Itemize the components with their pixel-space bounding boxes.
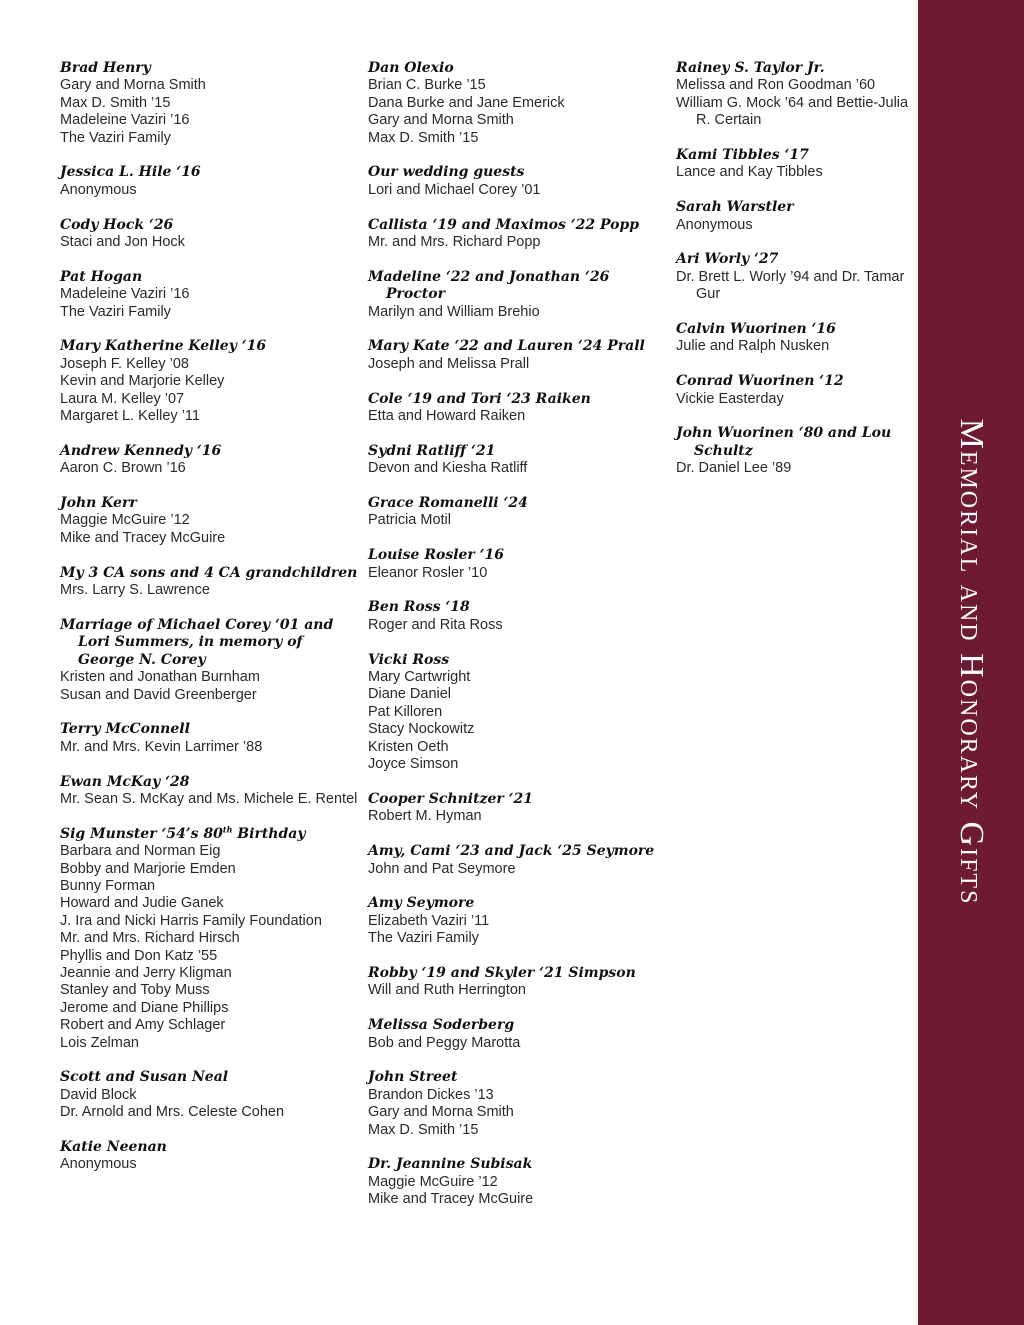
- gift-entry: [368, 965, 668, 1000]
- donor-name: Etta and Howard Raiken: [368, 408, 526, 425]
- title-sidebar: [918, 0, 1024, 1325]
- gift-entry: [676, 251, 916, 303]
- donor-name: Lance and Kay Tibbles: [676, 164, 823, 181]
- gift-entry: [368, 843, 668, 878]
- gift-entry: [368, 443, 668, 478]
- donor-name: Stanley and Toby Muss: [60, 982, 210, 999]
- donor-name: Susan and David Greenberger: [60, 686, 257, 703]
- donor-name: Joyce Simson: [368, 756, 459, 773]
- gift-entry: [368, 652, 668, 774]
- honoree-name: [676, 60, 916, 77]
- honoree-text: Callista ‘19 and Maximos ‘22 Popp: [368, 216, 640, 233]
- donor-name: Gary and Morna Smith: [368, 112, 514, 129]
- donor-name: Gary and Morna Smith: [60, 77, 206, 94]
- honoree-name: [60, 338, 360, 355]
- donor-name: Melissa and Ron Goodman ’60: [676, 77, 876, 94]
- honoree-text: Ben Ross ‘18: [368, 599, 470, 616]
- donor-name: Bunny Forman: [60, 877, 156, 894]
- honoree-text: Ari Worly ‘27: [676, 251, 779, 268]
- honoree-name: [368, 599, 668, 616]
- donor-name: Aaron C. Brown ’16: [60, 460, 186, 477]
- donor-name: Devon and Kiesha Ratliff: [368, 460, 528, 477]
- honoree-text: Mary Katherine Kelley ‘16: [60, 338, 267, 355]
- gift-entry: [368, 791, 668, 826]
- gift-entry: [368, 60, 668, 147]
- honoree-text: Louise Rosler ‘16: [368, 547, 505, 564]
- honoree-text: Robby ‘19 and Skyler ‘21 Simpson: [368, 964, 636, 981]
- donor-name: Joseph and Melissa Prall: [368, 355, 530, 372]
- honoree-text: Cooper Schnitzer ‘21: [368, 790, 534, 807]
- donor-name: Jeannie and Jerry Kligman: [60, 964, 232, 981]
- donor-name: Jerome and Diane Phillips: [60, 999, 229, 1016]
- honoree-text: Amy, Cami ‘23 and Jack ‘25 Seymore: [368, 843, 655, 860]
- honoree-name: [368, 269, 668, 304]
- donor-name: Bobby and Marjorie Emden: [60, 860, 236, 877]
- honoree-name: [60, 269, 360, 286]
- gift-entry: [60, 495, 360, 547]
- gift-entry: [60, 721, 360, 756]
- gift-entry: [60, 565, 360, 600]
- honoree-text: Madeline ‘22 and Jonathan ‘26 Proctor: [368, 268, 610, 303]
- honoree-name: [368, 495, 668, 512]
- donor-name: Marilyn and William Brehio: [368, 303, 540, 320]
- donor-name: Patricia Motil: [368, 512, 451, 529]
- honoree-text: Brad Henry: [60, 60, 151, 76]
- donor-name: Mr. and Mrs. Richard Hirsch: [60, 930, 240, 947]
- donor-name: Anonymous: [60, 1156, 137, 1173]
- gift-entry: [368, 269, 668, 321]
- honoree-name: [60, 164, 360, 181]
- honoree-text: Conrad Wuorinen ‘12: [676, 373, 844, 390]
- honoree-name: [60, 774, 360, 791]
- gift-entry: [368, 338, 668, 373]
- donor-name: Robert and Amy Schlager: [60, 1017, 226, 1034]
- gift-entry: [60, 826, 360, 1052]
- honoree-text: Dr. Jeannine Subisak: [368, 1156, 533, 1173]
- donor-name: Max D. Smith ’15: [368, 129, 479, 146]
- donor-name: The Vaziri Family: [368, 930, 479, 947]
- honoree-text: Cole ‘19 and Tori ‘23 Raiken: [368, 390, 591, 407]
- donor-name: Eleanor Rosler ’10: [368, 564, 488, 581]
- honoree-name: [60, 443, 360, 460]
- gift-entry: [368, 495, 668, 530]
- honoree-name: [60, 721, 360, 738]
- donor-name: Dr. Daniel Lee ’89: [676, 460, 792, 477]
- donor-name: Max D. Smith ’15: [368, 1121, 479, 1138]
- honoree-name: [368, 843, 668, 860]
- honoree-name: [60, 60, 360, 77]
- donor-name: Laura M. Kelley ’07: [60, 390, 185, 407]
- honoree-name: [60, 1139, 360, 1156]
- donor-name: Dana Burke and Jane Emerick: [368, 94, 565, 111]
- donor-name: Lois Zelman: [60, 1034, 139, 1051]
- honoree-name: [676, 373, 916, 390]
- gift-entry: [676, 60, 916, 130]
- honoree-name: [368, 652, 668, 669]
- honoree-name: [676, 425, 916, 460]
- donor-name: Dr. Arnold and Mrs. Celeste Cohen: [60, 1104, 285, 1121]
- donor-name: Mary Cartwright: [368, 669, 471, 686]
- gift-column-3: [676, 60, 916, 495]
- honoree-name: [368, 443, 668, 460]
- donor-name: Phyllis and Don Katz ’55: [60, 947, 218, 964]
- donor-name: Barbara and Norman Eig: [60, 843, 221, 860]
- honoree-name: [60, 1069, 360, 1086]
- donor-name: Kristen Oeth: [368, 738, 449, 755]
- donor-name: Brandon Dickes ’13: [368, 1086, 494, 1103]
- gift-entry: [60, 164, 360, 199]
- donor-name: William G. Mock ’64 and Bettie-Julia R. Certain: [676, 94, 909, 129]
- gift-entry: [368, 895, 668, 947]
- gift-entry: [368, 391, 668, 426]
- donor-name: Roger and Rita Ross: [368, 616, 503, 633]
- gift-entry: [368, 547, 668, 582]
- honoree-name: [676, 251, 916, 268]
- gift-entry: [676, 373, 916, 408]
- honoree-text: John Kerr: [60, 495, 137, 512]
- donor-name: Anonymous: [60, 181, 137, 198]
- honoree-name: [368, 965, 668, 982]
- donor-name: Mr. and Mrs. Kevin Larrimer ’88: [60, 738, 263, 755]
- gift-entry: [676, 199, 916, 234]
- gift-entry: [60, 617, 360, 704]
- honoree-text: Calvin Wuorinen ‘16: [676, 321, 836, 338]
- gift-entry: [676, 425, 916, 477]
- donor-name: Diane Daniel: [368, 686, 452, 703]
- gift-entry: [60, 774, 360, 809]
- donor-name: Mrs. Larry S. Lawrence: [60, 582, 210, 599]
- honoree-name: [368, 895, 668, 912]
- honoree-text: My 3 CA sons and 4 CA grandchildren: [60, 564, 358, 581]
- donor-name: Stacy Nockowitz: [368, 721, 475, 738]
- gift-entry: [60, 443, 360, 478]
- honoree-name: [368, 391, 668, 408]
- donor-name: Maggie McGuire ’12: [368, 1173, 498, 1190]
- honoree-name: [368, 60, 668, 77]
- donor-name: Mr. and Mrs. Richard Popp: [368, 234, 541, 251]
- donor-name: Maggie McGuire ’12: [60, 512, 190, 529]
- gift-column-1: [60, 60, 360, 1191]
- donor-name: Mike and Tracey McGuire: [368, 1191, 534, 1208]
- donor-name: Pat Killoren: [368, 703, 443, 720]
- honoree-text: Sig Munster ‘54’s 80: [60, 825, 223, 842]
- honoree-name: [368, 1156, 668, 1173]
- page-title: Memorial and Honorary Gifts: [953, 418, 990, 906]
- gift-column-2: [368, 60, 668, 1226]
- gift-entry: [368, 599, 668, 634]
- donor-name: Staci and Jon Hock: [60, 234, 185, 251]
- donor-name: The Vaziri Family: [60, 129, 171, 146]
- gift-entry: [60, 338, 360, 425]
- gift-entry: [676, 321, 916, 356]
- donor-name: J. Ira and Nicki Harris Family Foundation: [60, 912, 322, 929]
- donor-name: Gary and Morna Smith: [368, 1104, 514, 1121]
- gift-entry: [368, 1017, 668, 1052]
- honoree-name: [60, 826, 360, 843]
- donor-name: Elizabeth Vaziri ’11: [368, 912, 490, 929]
- donor-name: Madeleine Vaziri ’16: [60, 286, 190, 303]
- honoree-name: [368, 547, 668, 564]
- gift-entry: [676, 147, 916, 182]
- gift-entry: [60, 1139, 360, 1174]
- honoree-text: Melissa Soderberg: [368, 1017, 515, 1034]
- honoree-text: Rainey S. Taylor Jr.: [676, 60, 825, 76]
- honoree-text: Sydni Ratliff ‘21: [368, 442, 496, 459]
- honoree-text: Cody Hock ‘26: [60, 216, 174, 233]
- donor-name: Julie and Ralph Nusken: [676, 338, 830, 355]
- honoree-text: Grace Romanelli ‘24: [368, 495, 528, 512]
- honoree-name: [368, 217, 668, 234]
- honoree-text: Dan Olexio: [368, 60, 454, 76]
- honoree-text: John Wuorinen ‘80 and Lou Schultz: [676, 425, 892, 459]
- donor-name: Margaret L. Kelley ’11: [60, 408, 200, 425]
- honoree-name: [60, 217, 360, 234]
- honoree-name: [368, 1017, 668, 1034]
- honoree-name: [60, 565, 360, 582]
- donor-name: Kristen and Jonathan Burnham: [60, 669, 260, 686]
- honoree-text: Ewan McKay ‘28: [60, 773, 190, 790]
- donor-name: Mr. Sean S. McKay and Ms. Michele E. Rentel: [60, 790, 358, 807]
- honoree-text: John Street: [368, 1069, 458, 1086]
- gift-entry: [368, 217, 668, 252]
- donor-name: Madeleine Vaziri ’16: [60, 112, 190, 129]
- honoree-superscript: th: [222, 824, 233, 835]
- honoree-text: Scott and Susan Neal: [60, 1069, 229, 1086]
- donor-name: Will and Ruth Herrington: [368, 982, 526, 999]
- gift-entry: [368, 1156, 668, 1208]
- honoree-text: Andrew Kennedy ‘16: [60, 442, 222, 459]
- donor-name: Dr. Brett L. Worly ’94 and Dr. Tamar Gur: [676, 268, 905, 303]
- honoree-text: Jessica L. Hile ‘16: [60, 164, 201, 181]
- donor-name: Anonymous: [676, 216, 753, 233]
- gift-entry: [368, 164, 668, 199]
- donor-name: Bob and Peggy Marotta: [368, 1034, 521, 1051]
- gift-entry: [60, 1069, 360, 1121]
- donor-name: David Block: [60, 1086, 137, 1103]
- honoree-text: Sarah Warstler: [676, 199, 794, 216]
- donor-name: Howard and Judie Ganek: [60, 895, 224, 912]
- donor-name: Vickie Easterday: [676, 390, 784, 407]
- donor-name: Robert M. Hyman: [368, 808, 482, 825]
- donor-name: Mike and Tracey McGuire: [60, 529, 226, 546]
- donor-name: The Vaziri Family: [60, 303, 171, 320]
- honoree-name: [60, 617, 360, 669]
- honoree-text: Kami Tibbles ‘17: [676, 147, 809, 164]
- honoree-text-tail: Birthday: [232, 825, 306, 842]
- donor-name: Max D. Smith ’15: [60, 94, 171, 111]
- honoree-text: Vicki Ross: [368, 651, 450, 668]
- honoree-text: Pat Hogan: [60, 268, 143, 285]
- honoree-text: Terry McConnell: [60, 721, 190, 738]
- honoree-text: Mary Kate ‘22 and Lauren ‘24 Prall: [368, 338, 645, 355]
- donor-name: Joseph F. Kelley ’08: [60, 355, 189, 372]
- honoree-name: [676, 321, 916, 338]
- donor-name: John and Pat Seymore: [368, 860, 516, 877]
- honoree-text: Marriage of Michael Corey ‘01 and Lori Summers, in memory of George N. Corey: [60, 616, 334, 668]
- gift-entry: [368, 1069, 668, 1139]
- honoree-text: Katie Neenan: [60, 1138, 167, 1155]
- honoree-text: Our wedding guests: [368, 164, 525, 181]
- honoree-name: [368, 1069, 668, 1086]
- honoree-name: [60, 495, 360, 512]
- gift-entry: [60, 217, 360, 252]
- gift-entry: [60, 269, 360, 321]
- donor-name: Kevin and Marjorie Kelley: [60, 373, 225, 390]
- donor-name: Brian C. Burke ’15: [368, 77, 486, 94]
- honoree-name: [676, 199, 916, 216]
- honoree-name: [368, 164, 668, 181]
- donor-name: Lori and Michael Corey ’01: [368, 181, 541, 198]
- gift-entry: [60, 60, 360, 147]
- honoree-name: [676, 147, 916, 164]
- honoree-text: Amy Seymore: [368, 895, 475, 912]
- honoree-name: [368, 791, 668, 808]
- honoree-name: [368, 338, 668, 355]
